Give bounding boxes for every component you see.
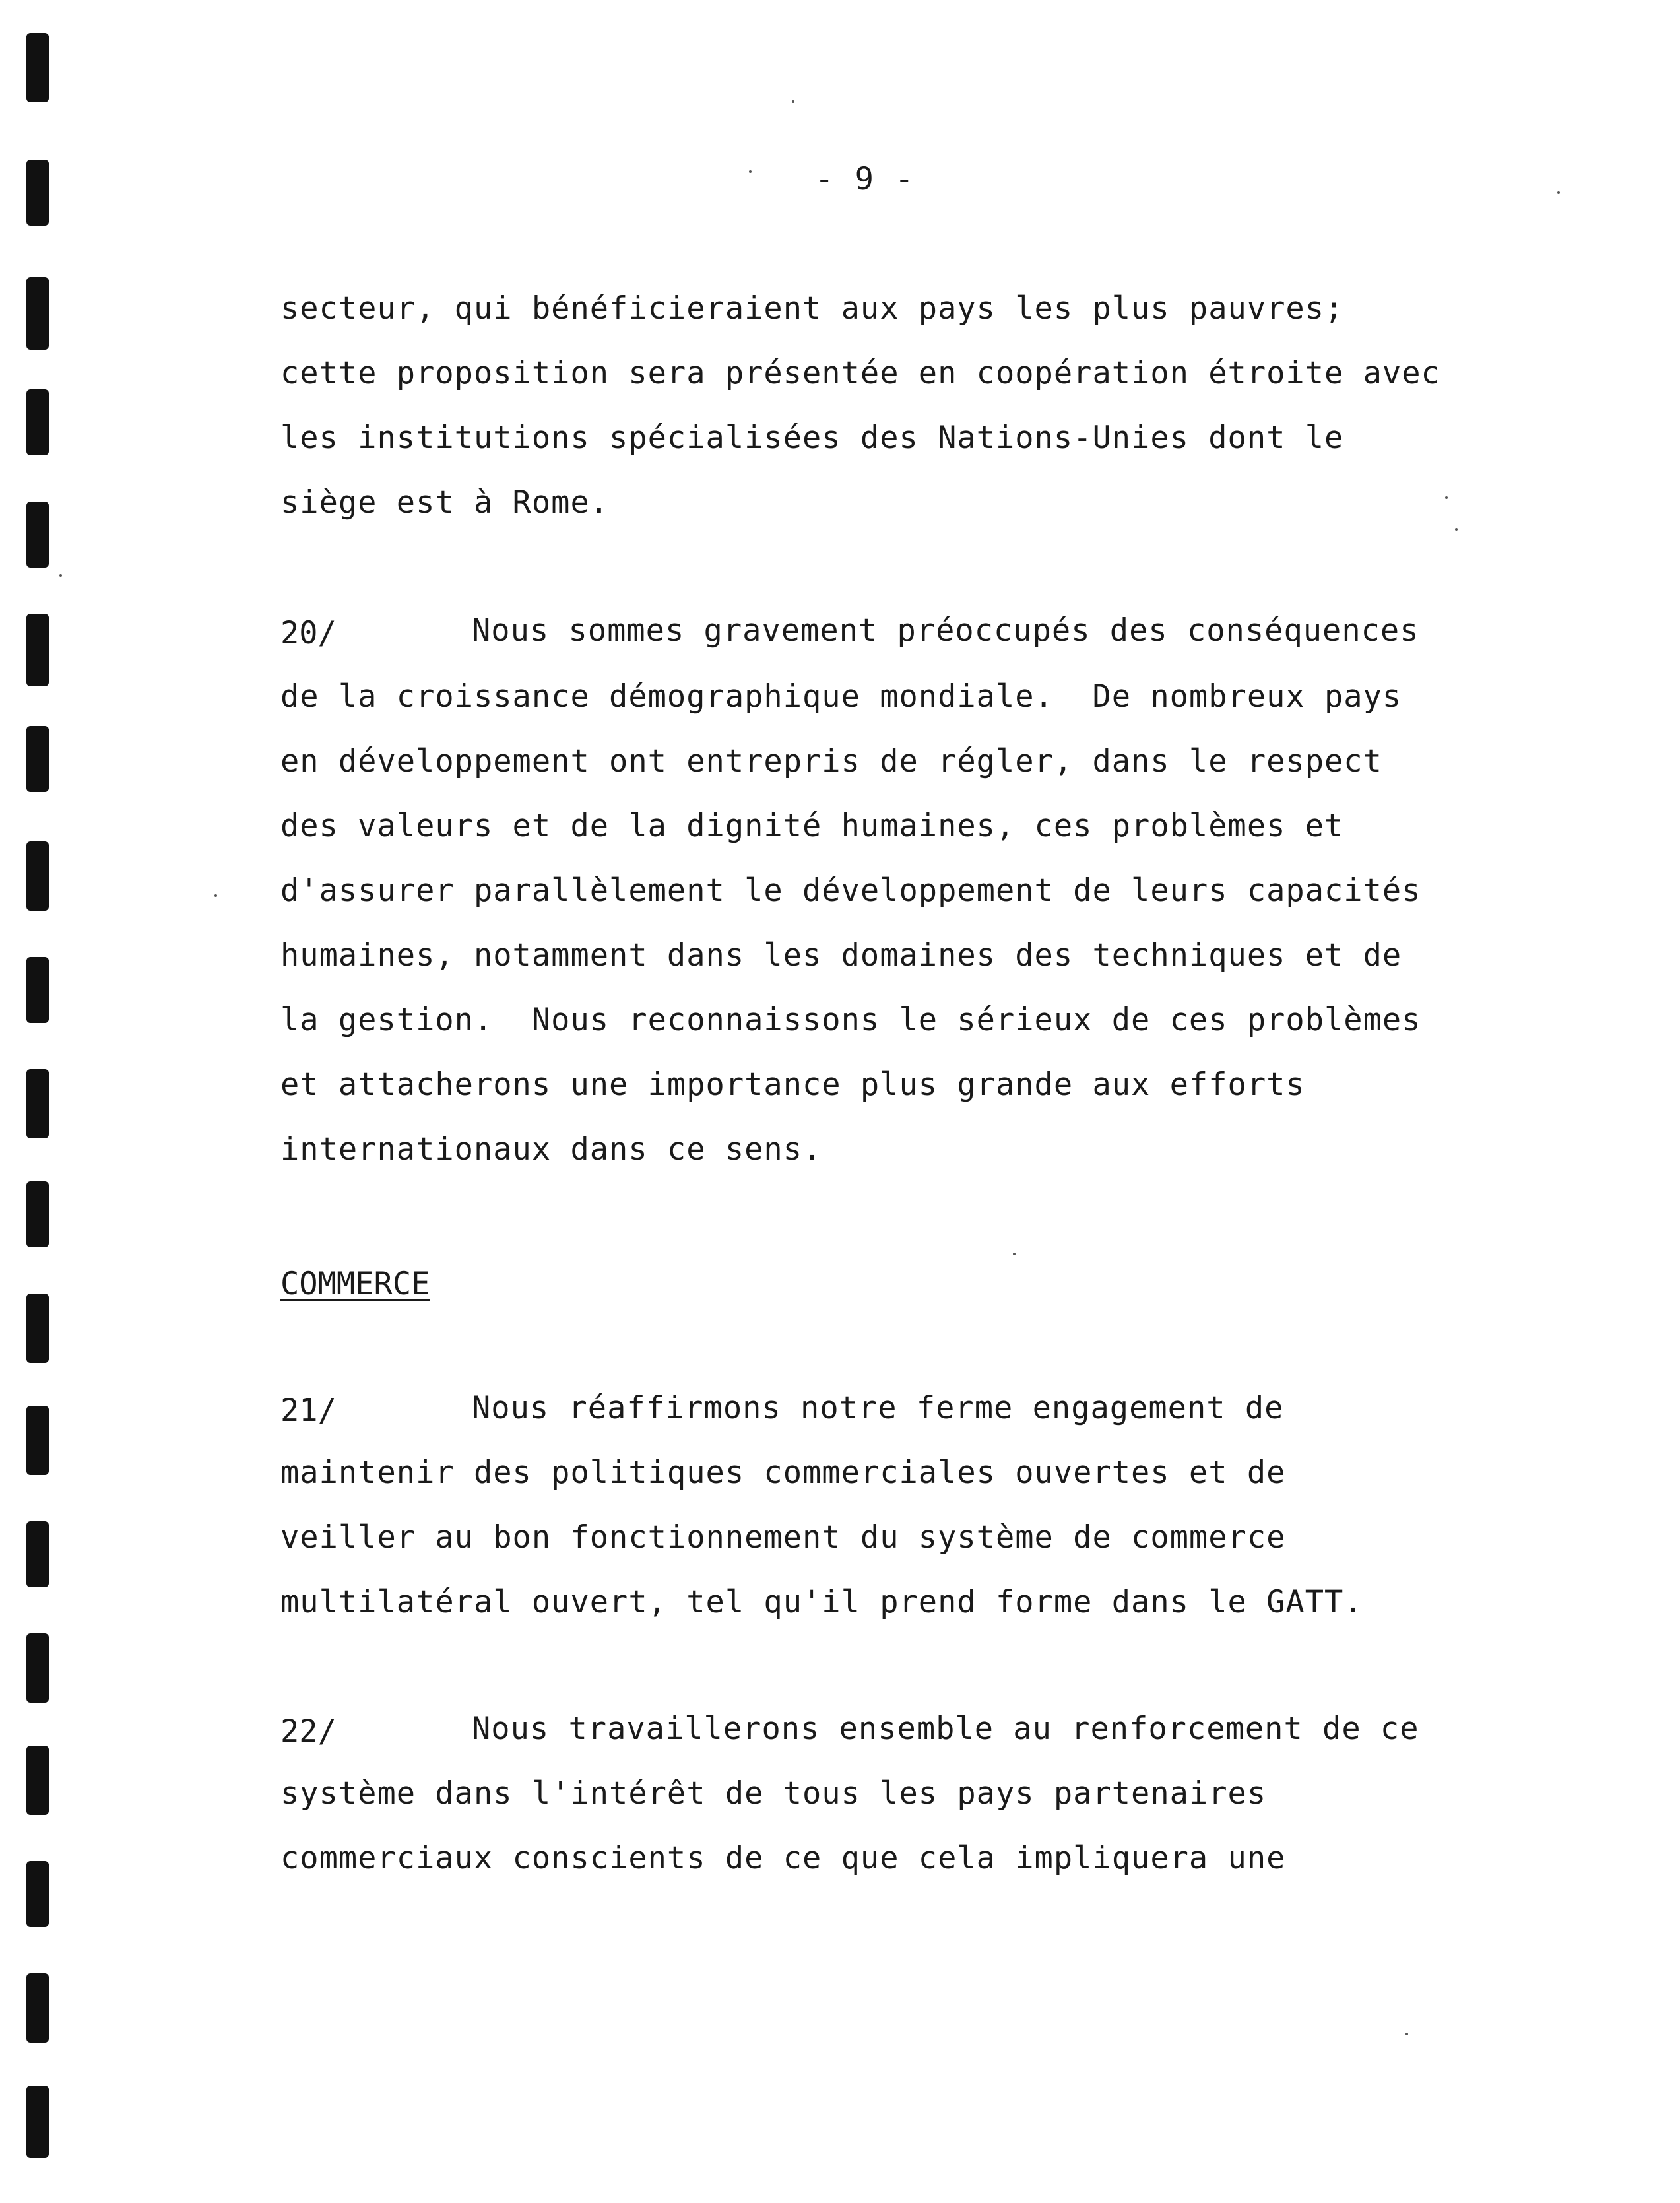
scan-speck (1445, 496, 1448, 499)
text-line: commerciaux conscients de ce que cela impliquera une (280, 1840, 1286, 1876)
paragraph-number: 20/ (280, 615, 337, 651)
text-line: cette proposition sera présentée en coopération étroite avec (280, 355, 1440, 391)
text-line: et attacherons une importance plus grande aux efforts (280, 1067, 1305, 1103)
binding-mark (26, 502, 49, 568)
scan-speck (59, 574, 62, 577)
text-line: la gestion. Nous reconnaissons le sérieux de ces problèmes (280, 1002, 1421, 1038)
binding-mark (26, 614, 49, 686)
text-line: secteur, qui bénéficieraient aux pays les plus pauvres; (280, 290, 1344, 327)
binding-mark (26, 957, 49, 1023)
scan-speck (792, 100, 794, 103)
binding-mark (26, 1294, 49, 1363)
section-heading: COMMERCE (280, 1266, 430, 1302)
binding-mark (26, 1633, 49, 1703)
binding-mark (26, 1069, 49, 1138)
scan-speck (749, 170, 752, 173)
binding-mark (26, 277, 49, 350)
paragraph-number: 21/ (280, 1393, 337, 1429)
text-line: multilatéral ouvert, tel qu'il prend forme dans le GATT. (280, 1584, 1363, 1620)
text-line: humaines, notamment dans les domaines des techniques et de (280, 937, 1402, 973)
binding-mark (26, 1181, 49, 1247)
text-line: des valeurs et de la dignité humaines, ces problèmes et (280, 808, 1344, 844)
text-line: Nous travaillerons ensemble au renforcement de ce (472, 1711, 1419, 1747)
binding-mark (26, 2086, 49, 2158)
binding-mark (26, 726, 49, 792)
scan-speck (1405, 2033, 1408, 2035)
paragraph-number: 22/ (280, 1713, 337, 1750)
binding-mark (26, 1973, 49, 2043)
binding-mark (26, 1406, 49, 1475)
text-line: internationaux dans ce sens. (280, 1131, 822, 1167)
text-line: les institutions spécialisées des Nations-Unies dont le (280, 420, 1344, 456)
binding-mark (26, 33, 49, 102)
scan-speck (1557, 191, 1560, 194)
binding-mark (26, 389, 49, 455)
scan-speck (1455, 528, 1458, 531)
binding-mark (26, 841, 49, 911)
binding-mark (26, 1861, 49, 1927)
scan-speck (1013, 1253, 1016, 1255)
text-line: système dans l'intérêt de tous les pays partenaires (280, 1775, 1267, 1812)
binding-mark (26, 160, 49, 226)
text-line: Nous réaffirmons notre ferme engagement de (472, 1390, 1284, 1426)
text-line: maintenir des politiques commerciales ouvertes et de (280, 1455, 1286, 1491)
text-line: de la croissance démographique mondiale. De nombreux pays (280, 678, 1402, 715)
text-line: d'assurer parallèlement le développement de leurs capacités (280, 872, 1421, 909)
text-line: veiller au bon fonctionnement du système de commerce (280, 1519, 1286, 1556)
page-number: - 9 - (815, 161, 915, 197)
binding-mark (26, 1521, 49, 1587)
text-line: en développement ont entrepris de régler, dans le respect (280, 743, 1382, 779)
scan-speck (214, 894, 217, 897)
text-line: Nous sommes gravement préoccupés des conséquences (472, 612, 1419, 649)
binding-mark (26, 1746, 49, 1815)
text-line: siège est à Rome. (280, 484, 610, 521)
